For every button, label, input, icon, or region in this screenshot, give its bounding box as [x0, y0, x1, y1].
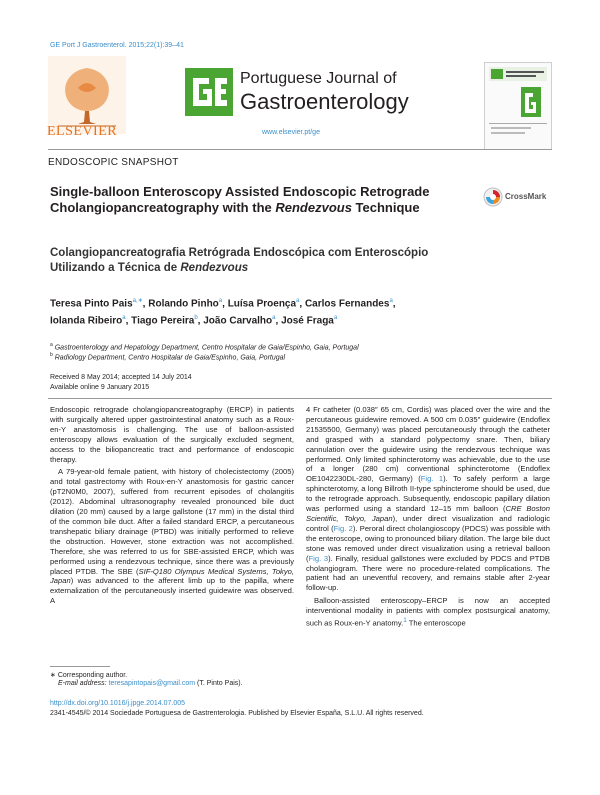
body-paragraph: [306, 596, 550, 628]
author-separator: ,: [197, 315, 204, 327]
body-paragraph: [50, 467, 294, 606]
journal-name-line1: Portuguese Journal of: [240, 70, 397, 87]
author-separator: ,: [392, 298, 396, 310]
email-note: [58, 680, 318, 687]
doi-link[interactable]: http://dx.doi.org/10.1016/j.jpge.2014.07.005: [50, 700, 186, 707]
body-text: A 79-year-old female patient, with history of cholecistectomy (2005) and total gastrectomy with Roux-en-Y anastomosis for gastric cancer (pT2N0M0, 2007), suffered from recurrent episodes of cholangitis (2012). Abdominal ultrasonography revealed pronounced bile duct dilation (20 mm) caused by a large gallstone (17 mm) in the distal third of the common bile duct. After a failed standard ERCP, a percutaneous transhepatic biliary drainage (PTBD) was initially performed to relieve the obstruction. However, stone extraction was not accomplished. Therefore, she was referred to us for SBE-assisted ERCP, which was performed using a rendezvous technique, since there was a previously placed PTDB. The SBE (: [50, 467, 294, 576]
affiliation-key: b: [50, 352, 53, 358]
journal-url-link[interactable]: www.elsevier.pt/ge: [262, 129, 320, 136]
body-paragraph: Endoscopic retrograde cholangiopancreatography (ERCP) in patients with surgically altered upper gastrointestinal anatomy such as a Roux-en-Y anastomosis is challenging. The use of balloon-assisted enteroscopy allows evaluation of the surgically excluded segment, access to the biliopancreatic tract and performance of endoscopic therapy.: [50, 405, 294, 464]
body-column-left: [50, 405, 294, 606]
crossmark-label: CrossMark: [505, 192, 547, 201]
elsevier-tree-logo: [48, 56, 126, 134]
section-label: ENDOSCOPIC SNAPSHOT: [48, 157, 179, 168]
author-name: Iolanda Ribeiro: [50, 315, 123, 327]
crossmark-icon: [483, 187, 503, 207]
author-affiliation-marker[interactable]: a: [272, 315, 276, 322]
body-text: The enteroscope: [406, 618, 466, 628]
body-italic: SIF-Q180 Olympus Medical Systems, Tokyo, Japan: [50, 566, 294, 586]
body-text: Balloon-assisted enteroscopy–ERCP is now an accepted interventional modality in patients with complex postsurgical anatomy, such as Roux-en-Y anatomy.: [306, 596, 550, 628]
title-en-text-2: Technique: [351, 200, 420, 215]
body-paragraph: [306, 405, 550, 593]
footnote-marker: ∗: [50, 672, 56, 679]
author-name: José Fraga: [281, 315, 334, 327]
corresponding-label: Corresponding author.: [57, 672, 128, 679]
available-date: Available online 9 January 2015: [50, 383, 150, 391]
author-affiliation-marker[interactable]: a: [296, 298, 300, 304]
copyright-license: 2341-4545/© 2014 Sociedade Portuguesa de Gastrenterologia. Published by Elsevier España, S.L.U. All rights reserved.: [50, 710, 424, 717]
body-text: ) was advanced to the afferent limb up to the papilla, where externalization of the percutaneously inserted guidewire was observed. A: [50, 576, 294, 606]
email-link[interactable]: teresapintopais@gmail.com: [108, 680, 196, 687]
header-divider: [48, 149, 552, 150]
author-separator: ,: [142, 298, 149, 310]
figure-3-link[interactable]: Fig. 3: [308, 553, 329, 563]
author-separator: ,: [222, 298, 228, 310]
body-text: 4 Fr catheter (0.038″ 65 cm, Cordis) was placed over the wire and the percutaneous guidewire removed. A 500 cm 0.035″ guidewire (Endoflex 21535500, Germany) was placed percutaneously through the catheter and grasped with a standard polypectomy snare. Then, biliary cannulation over the guidewire using the rendezvous technique was performed. Only limited sphincterotomy was achievable, due to the use of a longer (280 cm) conventional sphincterotome (Endoflex OE1042230DL-280, Germany) (: [306, 405, 550, 484]
author-affiliation-marker[interactable]: a: [333, 315, 338, 322]
journal-citation: GE Port J Gastroenterol. 2015;22(1):39–41: [50, 42, 184, 49]
article-title-english: [50, 184, 450, 216]
received-date: Received 8 May 2014; accepted 14 July 2014: [50, 374, 192, 381]
author-name: Luísa Proença: [227, 298, 297, 310]
email-label: E-mail address:: [58, 680, 107, 687]
affiliation-key: a: [50, 342, 53, 348]
title-pt-text: Colangiopancreatografia Retrógrada Endoscópica com Enteroscópio Utilizando a Técnica de: [50, 247, 429, 274]
journal-cover-thumbnail: [484, 62, 552, 150]
dates-divider: [48, 398, 552, 399]
corresponding-author-note: [50, 671, 310, 679]
author-name: João Carvalho: [203, 315, 273, 327]
author-name: Rolando Pinho: [148, 298, 219, 310]
title-en-text-1: Single-balloon Enteroscopy Assisted Endoscopic Retrograde Cholangiopancreatography with the: [50, 184, 430, 215]
crossmark-badge[interactable]: [483, 187, 553, 209]
affiliation-a: [50, 342, 530, 351]
body-italic: CRE Boston Scientific, Tokyo, Japan: [306, 504, 550, 523]
author-separator: ,: [275, 315, 282, 327]
email-owner: (T. Pinto Pais).: [195, 680, 243, 687]
author-affiliation-marker[interactable]: a: [389, 298, 393, 304]
author-list: [50, 294, 530, 329]
author-name: Carlos Fernandes: [304, 298, 390, 310]
article-title-portuguese: [50, 246, 480, 276]
author-separator: ,: [299, 298, 305, 310]
figure-1-link[interactable]: Fig. 1: [420, 474, 444, 484]
author-name: Tiago Pereira: [131, 315, 195, 327]
body-text: ), under direct visualization and radiologic control (: [306, 513, 550, 533]
title-en-italic: Rendezvous: [275, 200, 352, 215]
author-separator: ,: [125, 315, 132, 327]
body-text: ). Finally, residual gallstones were excluded by PDCS and PTDB cholangiogram. There were no procedure-related complications. The patient had an uneventful recovery, and remains stable after 2-year follow-up.: [306, 553, 550, 593]
affiliation-text: Radiology Department, Centro Hospitalar de Gaia/Espinho, Gaia, Portugal: [54, 354, 286, 362]
title-pt-italic: Rendezvous: [180, 262, 249, 274]
journal-name-line2: Gastroenterology: [240, 89, 409, 114]
author-affiliation-marker[interactable]: a: [122, 315, 126, 322]
elsevier-wordmark: ELSEVIER: [47, 124, 118, 139]
footnote-divider: [50, 666, 110, 667]
author-affiliation-marker[interactable]: a: [218, 298, 223, 304]
affiliation-text: Gastroenterology and Hepatology Department, Centro Hospitalar de Gaia/Espinho, Gaia, Portugal: [54, 344, 359, 352]
author-affiliation-marker[interactable]: b: [194, 315, 198, 322]
body-text: ). To safely perform a large sphincterotomy, a long Billroth II-type sphincterome should be used, due to the retrograde approach. Subsequently, endoscopic papillary dilation was performed using a standard 12–15 mm balloon (: [306, 474, 550, 514]
article-dates: [50, 373, 192, 392]
body-text: ). Peroral direct cholangioscopy (PDCS) was possible with the enteroscope, owing to pronounced biliary dilation. The large bile duct stone was removed under direct visualization using a retrieval balloon (: [306, 523, 550, 563]
author-affiliation-marker[interactable]: a,∗: [132, 298, 143, 304]
ge-journal-logo: [185, 68, 233, 116]
reference-1-link[interactable]: 1: [403, 617, 407, 625]
body-column-right: [306, 405, 550, 628]
author-name: Teresa Pinto Pais: [50, 298, 133, 310]
figure-2-link[interactable]: Fig. 2: [333, 523, 353, 533]
affiliation-b: [50, 352, 530, 361]
